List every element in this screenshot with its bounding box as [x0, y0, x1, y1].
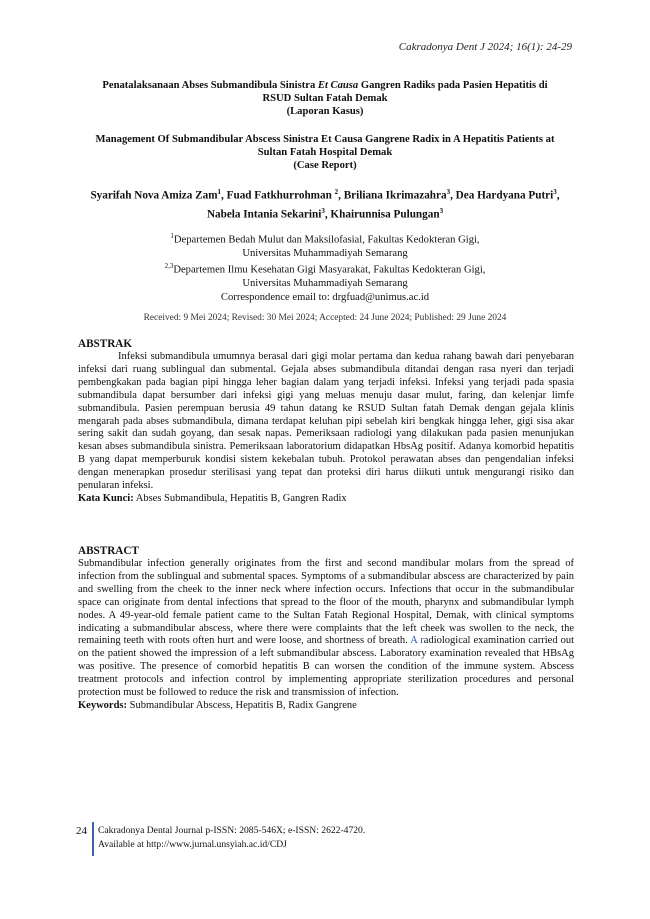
running-header: Cakradonya Dent J 2024; 16(1): 24-29 — [398, 41, 572, 53]
abstract-heading: ABSTRACT — [78, 545, 139, 557]
author-list: Syarifah Nova Amiza Zam$^1$, Fuad Fatkhurrohman $^2$, Briliana Ikrimazahra$^3$, Dea Hardyana Putri$^3$, Nabela Intania Sekarini$^3$, Khairunnisa Pulungan$^3$ — [90, 188, 560, 221]
author-name: Nabela Intania Sekarini — [206, 208, 322, 221]
author-sup: 3 — [446, 188, 451, 196]
affiliations — [80, 230, 570, 304]
title-id-italic: Et Causa — [317, 80, 359, 91]
affiliation-1-line2: Universitas Muhammadiyah Semarang — [242, 247, 408, 259]
title-english — [90, 133, 560, 172]
keywords-text: Submandibular Abscess, Hepatitis B, Radix Gangrene — [127, 699, 357, 711]
abstract-keywords — [78, 700, 574, 713]
author-sup: 3 — [439, 206, 444, 215]
affiliation-2-line2: Universitas Muhammadiyah Semarang — [242, 278, 408, 290]
publication-dates: Received: 9 Mei 2024; Revised: 30 Mei 2024; Accepted: 24 June 2024; Published: 29 June 2024 — [143, 313, 507, 323]
title-id-part1: Penatalaksanaan Abses Submandibula Sinistra — [102, 80, 318, 91]
footer-accent-bar — [92, 822, 94, 856]
affiliation-2-line1: Departemen Ilmu Kesehatan Gigi Masyarakat, Fakultas Kedokteran Gigi, — [173, 264, 486, 276]
affiliation-1-line1: Departemen Bedah Mulut dan Maksilofasial, Fakultas Kedokteran Gigi, — [173, 234, 480, 246]
abstrak-section — [78, 338, 574, 506]
author-sup: 3 — [553, 188, 557, 196]
abstract-body-part2: adiological examination carried out on the patient showed the impression of a left submandibular abscess. Laboratory examination revealed that HBsAg was positive. The presence of comorbid hepatitis B can worsen the condition of the immune system. Abscess treatment protocols and infection control by implementing appropriate sterilization procedures and personal protection must be followed to reduce the risk and transmission of infection. — [78, 635, 575, 699]
keywords-label: Kata Kunci: — [78, 492, 134, 504]
author-sup: 2 — [334, 188, 339, 196]
title-id-part2: Gangren Radiks pada Pasien Hepatitis di RSUD Sultan Fatah Demak — [262, 80, 548, 104]
keywords-text: Abses Submandibula, Hepatitis B, Gangren Radix — [133, 492, 347, 504]
author-sup: 1 — [217, 188, 222, 196]
abstract-section — [78, 545, 574, 713]
title-en-main: Management Of Submandibular Abscess Sinistra Et Causa Gangrene Radix in A Hepatitis Patients at Sultan Fatah Hospital Demak — [95, 134, 555, 158]
title-en-subtitle: (Case Report) — [293, 160, 357, 171]
footer-text — [98, 824, 498, 852]
author-name: Dea Hardyana Putri — [455, 189, 554, 202]
abstract-body-part1: Submandibular infection generally originates from the first and second mandibular molars from the spread of infection from the sublingual and submental spaces. Symptoms of a submandibular abscess are characterized by pain and swelling from the cheek to the inner neck where infection occurs. Infections that occur in the submandibular space can originate from dental infections that spread to the floor of the mouth, pharynx and submandibular lymph nodes. A 49-year-old female patient came to the Sultan Fatah Regional Hospital, Demak, with clinical symptoms indicating a submandibular abscess, where there were complaints that the left cheek was swollen to the neck, the remaining teeth with roots often hurt and were loose, and shortness of breath. — [78, 558, 574, 647]
author-sup: 3 — [321, 206, 325, 215]
author-name: Briliana Ikrimazahra — [343, 189, 447, 202]
abstract-body — [78, 558, 574, 700]
author-name: Fuad Fatkhurrohman — [226, 189, 335, 202]
abstrak-body: Infeksi submandibula umumnya berasal dari gigi molar pertama dan kedua rahang bawah dari penyebaran infeksi dari ruang sublingual dan submental. Gejala abses submandibula ditandai dengan rasa nyeri dan terjadi pembengkakan pada bagian pipi hingga leher bagian dalam yang terjadi infeksi. Infeksi yang terjadi pada spasia submandibula dapat bersumber dari infeksi gigi yang meluas menuju dasar mulut, faring, dan kelenjar limfe submandibula. Pasien perempuan berusia 49 tahun datang ke RSUD Sultan fatah Demak dengan gejala klinis mengarah pada abses submandibula, dimana terdapat keluhan pipi sebelah kiri bengkak hingga leher, gigi sisa akar sering sakit dan sudah goyang, dan sesak napas. Pemeriksaan radiologi yang dilakukan pada pasien menunjukan kesan abses submandibula sinistra. Pemeriksaan laboratorium didapatkan HbsAg positif. Adanya komorbid hepatitis B yang dapat memperburuk kondisi sistem kekebalan tubuh. Protokol perawatan abses dan pengendalian infeksi dengan menerapkan prosedur sterilisasi yang tepat dan proteksi diri harus diikuti untuk mengurangi risiko dan penularan infeksi. — [78, 351, 574, 492]
abstrak-keywords — [78, 493, 574, 506]
author-name: Khairunnisa Pulungan — [330, 208, 440, 221]
correspondence-email: Correspondence email to: drgfuad@unimus.ac.id — [220, 291, 430, 303]
title-id-subtitle: (Laporan Kasus) — [286, 106, 364, 117]
author-name: Syarifah Nova Amiza Zam — [90, 189, 218, 202]
affiliation-sup: 1 — [170, 232, 174, 240]
affiliation-sup: 2,3 — [164, 262, 174, 271]
title-indonesian — [90, 79, 560, 118]
abstrak-heading: ABSTRAK — [78, 338, 133, 350]
footer-line-issn: Cakradonya Dental Journal p-ISSN: 2085-546X; e-ISSN: 2622-4720. — [98, 825, 366, 836]
page-number: 24 — [76, 825, 87, 837]
abstract-body-highlight: A r — [410, 635, 424, 647]
footer-line-url[interactable]: Available at http://www.jurnal.unsyiah.ac.id/CDJ — [98, 839, 287, 850]
keywords-label: Keywords: — [78, 699, 127, 711]
